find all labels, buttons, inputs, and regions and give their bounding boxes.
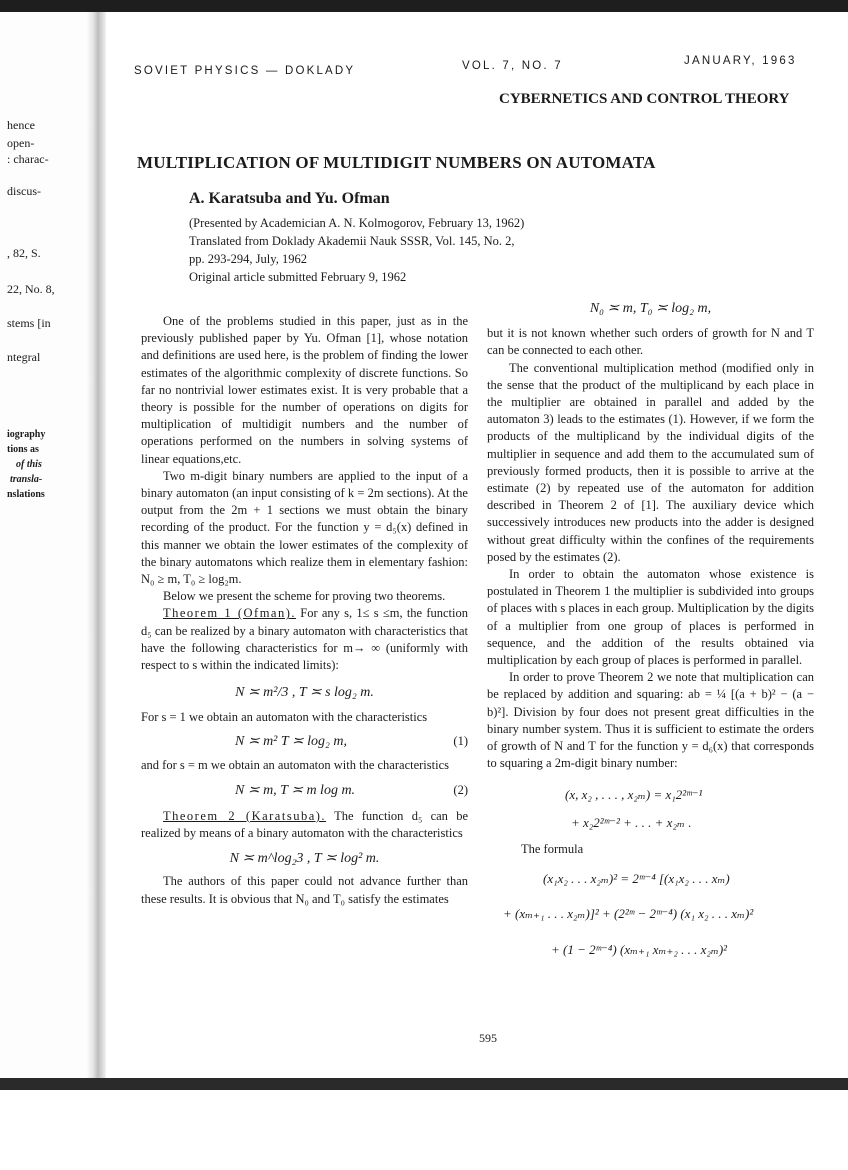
margin-fragment: hence	[7, 118, 35, 132]
margin-fragment: iography	[7, 429, 46, 440]
paragraph: For s = 1 we obtain an automaton with the characteristics	[141, 710, 428, 725]
submission-date: Original article submitted February 9, 1962	[189, 270, 407, 284]
article-authors: A. Karatsuba and Yu. Ofman	[189, 190, 390, 207]
journal-name: SOVIET PHYSICS — DOKLADY	[134, 65, 356, 77]
paragraph: In order to prove Theorem 2 we note that multiplication can be replaced by addition and squaring: ab = ¼ [(a + b)² − (a − b)²]. Division by four does not present great difficulties in the binary number system. Thus it is sufficient to estimate the orders of growth of N and T for the function y = d₆(x) that corresponds to squaring a 2m-digit binary number:	[487, 670, 814, 771]
margin-fragment: 22, No. 8,	[7, 282, 55, 296]
binding-shadow	[86, 12, 106, 1090]
issue-date: JANUARY, 1963	[684, 55, 797, 67]
previous-page-strip	[0, 12, 92, 1090]
left-column	[141, 313, 468, 908]
formula: N ≍ m²/3 , T ≍ s log₂ m.	[235, 685, 374, 701]
theorem-text: For any s, 1≤ s ≤m, the function d₅ can be realized by a binary automaton with characteristics that have the following characteristics for m→ ∞ (uniformly with respect to s within the indicated limits):	[141, 606, 469, 673]
section-heading: CYBERNETICS AND CONTROL THEORY	[499, 91, 790, 107]
equation-number: (1)	[453, 733, 468, 748]
paragraph: and for s = m we obtain an automaton with the characteristics	[141, 757, 449, 772]
page-number: 595	[479, 1031, 497, 1045]
equation-row	[141, 731, 468, 755]
presented-by: (Presented by Academician A. N. Kolmogorov, February 13, 1962)	[189, 216, 525, 230]
theorem-label: Theorem 2 (Karatsuba).	[163, 808, 327, 823]
margin-fragment: transla-	[10, 474, 43, 485]
paragraph: The conventional multiplication method (modified only in the sense that the product of the multiplicand by each place in the multiplier are obtained in parallel and added by the automaton 3) leads to the estimates (1). However, if we form the products of the multiplicand by the individual digits of the multiplier in sequence and add them to the accumulated sum of previously formed products, then it is possible to arrive at the estimate (2) by repeated use of the automaton for addition described in Theorem 2 of [1]. The auxiliary device which successively introduces new products into the adder is designed without great difficulty within the confines of the requirements posed by the estimates (2).	[487, 360, 814, 564]
formula: + (1 − 2ᵐ⁻⁴) (xₘ₊₁ xₘ₊₂ . . . x₂ₘ)²	[551, 941, 728, 957]
margin-fragment: stems [in	[7, 316, 51, 330]
margin-fragment: nslations	[7, 489, 45, 500]
paragraph: One of the problems studied in this paper, just as in the previously published paper by Yu. Ofman [1], whose notation and definitions are used here, is the problem of finding the lower estimates of the algorithmic complexity of discrete functions. So far no nontrivial lower estimates exist. It is very probable that a theory is possible for the number of operations on digits for multiplication of multidigit numbers and the number of operations performed on the numbers in solving systems of linear equations,etc.	[141, 314, 468, 466]
equation-row	[141, 780, 468, 804]
paragraph: In order to obtain the automaton whose existence is postulated in Theorem 1 the multiplier is subdivided into groups of places with s places in each group. Multiplication by the digits of a multiplier from one group of places is performed in sequence, and the addition of the results obtained via multiplication by each group of places is performed in parallel.	[487, 567, 814, 668]
right-column	[487, 300, 814, 958]
scan-top-border	[0, 0, 848, 12]
formula: N ≍ m, T ≍ m log m.	[235, 782, 356, 798]
formula: + x₂2²ᵐ⁻² + . . . + x₂ₘ .	[571, 814, 692, 830]
equation-number: (2)	[453, 782, 468, 797]
paragraph: but it is not known whether such orders of growth for N and T can be connected to each other.	[487, 326, 814, 358]
paragraph: Two m-digit binary numbers are applied to the input of a binary automaton (an input consisting of k = 2m sections). At the output from the 2m + 1 sections we must obtain the binary recording of the product. For the function y = d₅(x) defined in this manner we obtain the lower estimates of the complexity of the binary automatons which realize them in elementary fashion: N₀ ≥ m, T₀ ≥ log₂m.	[141, 468, 468, 587]
formula: N ≍ m² T ≍ log₂ m,	[235, 733, 348, 749]
theorem-text: The function d₅ can be realized by means of a binary automaton with the characteristics	[141, 808, 468, 841]
theorem-label: Theorem 1 (Ofman).	[163, 606, 297, 621]
formula: (x₁x₂ . . . x₂ₘ)² = 2ᵐ⁻⁴ [(x₁x₂ . . . xₘ)	[543, 871, 730, 887]
paragraph: The formula	[521, 841, 584, 856]
formula: N ≍ m^log₂3 , T ≍ log² m.	[229, 851, 380, 867]
scan-bottom-border	[0, 1078, 848, 1090]
formula: N₀ ≍ m, T₀ ≍ log₂ m,	[589, 301, 712, 316]
paragraph: The authors of this paper could not advance further than these results. It is obvious that N₀ and T₀ satisfy the estimates	[141, 874, 468, 906]
formula: (x, x₂ , . . . , x₂ₘ) = x₁2²ᵐ⁻¹	[565, 787, 703, 803]
translation-source: Translated from Doklady Akademii Nauk SSSR, Vol. 145, No. 2,	[189, 234, 515, 248]
paragraph: Below we present the scheme for proving two theorems.	[163, 589, 446, 604]
margin-fragment: discus-	[7, 184, 41, 198]
theorem-2	[141, 808, 468, 842]
article-metadata	[189, 214, 609, 286]
formula: + (xₘ₊₁ . . . x₂ₘ)]² + (2²ᵐ − 2ᵐ⁻⁴) (x₁ x₂ . . . xₘ)²	[503, 906, 754, 922]
margin-fragment: open-	[7, 136, 35, 150]
article-title: MULTIPLICATION OF MULTIDIGIT NUMBERS ON AUTOMATA	[137, 153, 656, 172]
margin-fragment: ntegral	[7, 350, 41, 364]
margin-fragment: : charac-	[7, 152, 49, 166]
margin-fragment: , 82, S.	[7, 246, 41, 260]
margin-fragment: tions as	[7, 444, 39, 455]
volume-number: VOL. 7, NO. 7	[462, 60, 563, 72]
page-range: pp. 293-294, July, 1962	[189, 252, 307, 266]
margin-fragment: of this	[16, 459, 42, 470]
theorem-1	[141, 605, 468, 674]
